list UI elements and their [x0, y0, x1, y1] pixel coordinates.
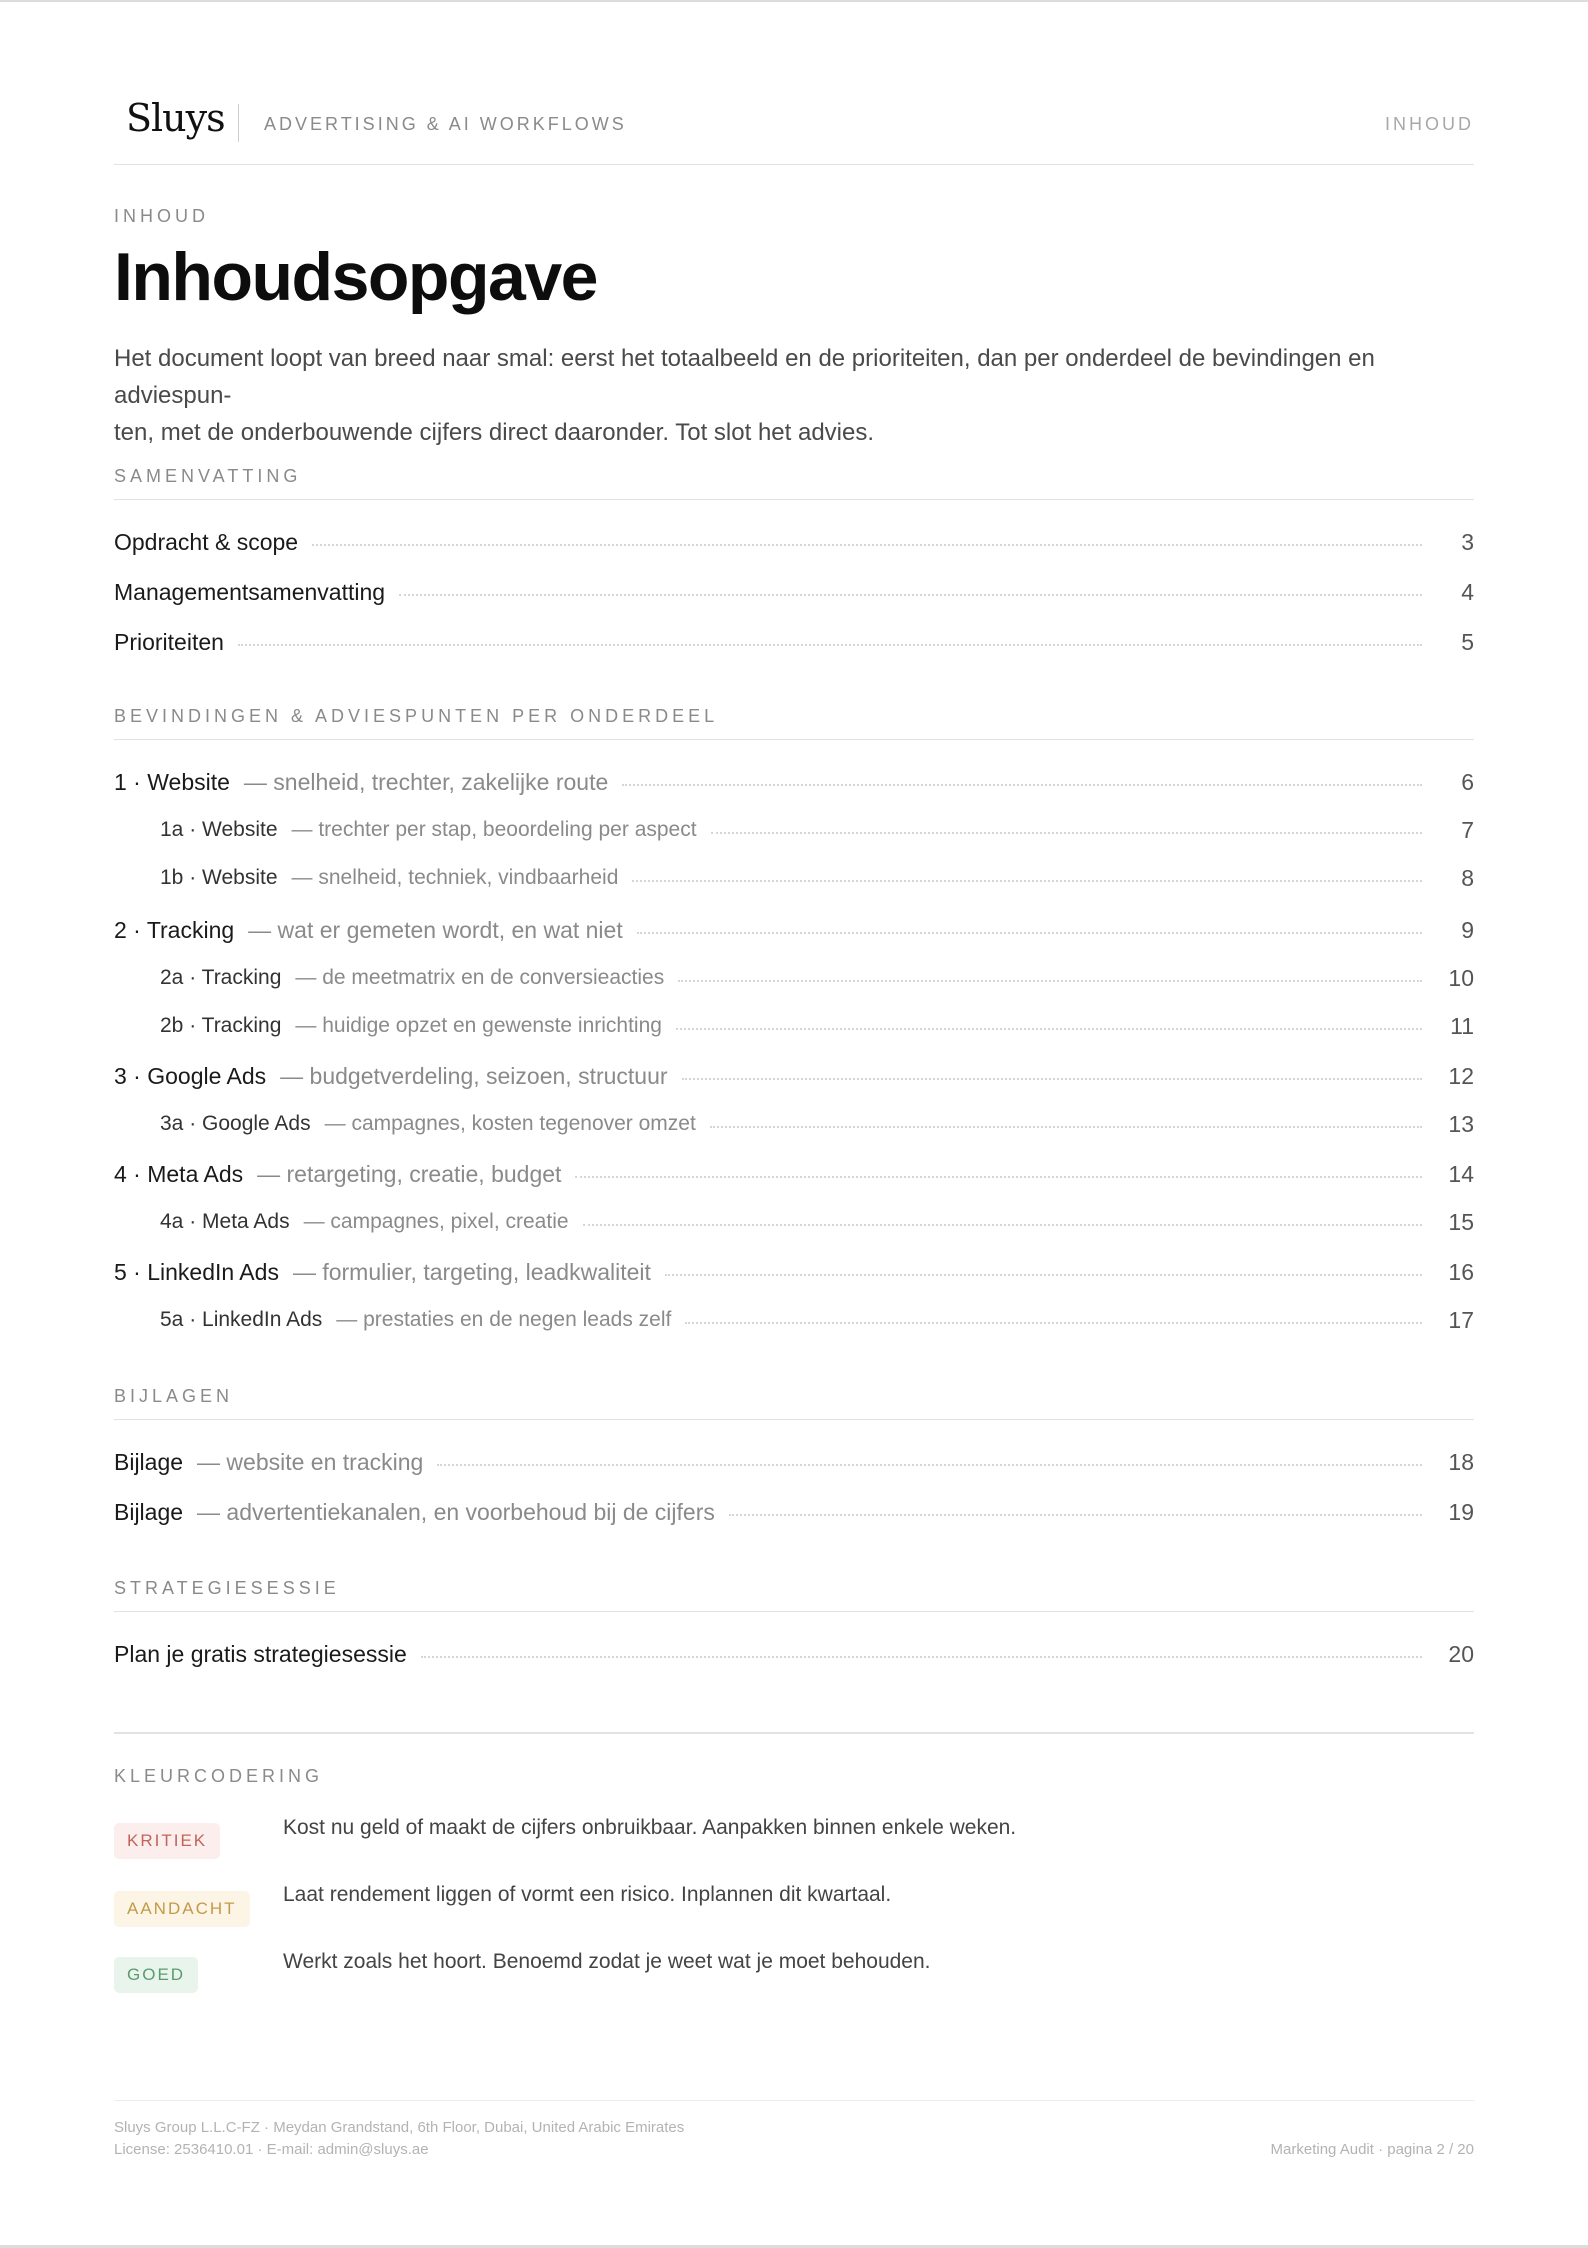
- page-header: [114, 88, 1474, 165]
- section-label-samenvatting: SAMENVATTING: [114, 466, 1474, 500]
- toc-entry[interactable]: [114, 1634, 1474, 1674]
- toc-entry-description: — snelheid, trechter, zakelijke route: [243, 768, 609, 795]
- leader-dots: [575, 1175, 1422, 1178]
- toc-entry-page: 6: [1461, 768, 1474, 795]
- badge-aandacht: AANDACHT: [114, 1891, 250, 1927]
- toc-entry-title: 1a · Website: [160, 818, 278, 841]
- toc-entry-title: Bijlage: [114, 1498, 184, 1525]
- toc-entry-title: 3a · Google Ads: [160, 1112, 311, 1135]
- toc-entry-description: — formulier, targeting, leadkwaliteit: [292, 1258, 651, 1285]
- leader-dots: [682, 1077, 1422, 1080]
- leader-dots: [238, 643, 1422, 646]
- toc-subentry[interactable]: [114, 1300, 1474, 1340]
- toc-entry-page: 15: [1448, 1208, 1474, 1235]
- leader-dots: [637, 931, 1422, 934]
- toc-entry[interactable]: [114, 522, 1474, 562]
- toc-entry-page: 5: [1461, 628, 1474, 655]
- toc-entry-page: 3: [1461, 528, 1474, 555]
- toc-entry[interactable]: [114, 1442, 1474, 1482]
- toc-subentry[interactable]: [114, 810, 1474, 850]
- toc-entry-title: Plan je gratis strategiesessie: [114, 1640, 407, 1667]
- toc-entry-description: — campagnes, kosten tegenover omzet: [324, 1112, 696, 1135]
- leader-dots: [583, 1223, 1422, 1226]
- footer-divider: [114, 2100, 1474, 2101]
- toc-entry-page: 9: [1461, 916, 1474, 943]
- leader-dots: [632, 879, 1422, 882]
- toc-entry-page: 17: [1448, 1306, 1474, 1333]
- toc-entry-description: — wat er gemeten wordt, en wat niet: [248, 916, 623, 943]
- toc-entry-description: — snelheid, techniek, vindbaarheid: [291, 866, 619, 889]
- toc-entry[interactable]: [114, 622, 1474, 662]
- toc-subentry[interactable]: [114, 858, 1474, 898]
- leader-dots: [685, 1321, 1422, 1324]
- legend-text: Laat rendement liggen of vormt een risico. Inplannen dit kwartaal.: [283, 1883, 892, 1906]
- toc-entry-title: Prioriteiten: [114, 628, 224, 655]
- leader-dots: [399, 593, 1422, 596]
- legend-text: Werkt zoals het hoort. Benoemd zodat je weet wat je moet behouden.: [283, 1950, 931, 1973]
- header-tagline: ADVERTISING & AI WORKFLOWS: [264, 114, 627, 134]
- toc-subentry[interactable]: [114, 1202, 1474, 1242]
- toc-subentry[interactable]: [114, 958, 1474, 998]
- footer-license: License: 2536410.01 · E-mail: admin@sluys.ae: [114, 2141, 429, 2158]
- leader-dots: [676, 1027, 1422, 1030]
- toc-entry-page: 7: [1461, 816, 1474, 843]
- toc-entry-description: — budgetverdeling, seizoen, structuur: [280, 1062, 668, 1089]
- toc-entry-page: 14: [1448, 1160, 1474, 1187]
- leader-dots: [678, 979, 1422, 982]
- section-label-strategiesessie: STRATEGIESESSIE: [114, 1578, 1474, 1612]
- toc-entry-title: 4a · Meta Ads: [160, 1210, 290, 1233]
- toc-entry[interactable]: [114, 1056, 1474, 1096]
- legend-text: Kost nu geld of maakt de cijfers onbruikbaar. Aanpakken binnen enkele weken.: [283, 1816, 1017, 1839]
- toc-entry-page: 10: [1448, 964, 1474, 991]
- toc-entry-description: — trechter per stap, beoordeling per aspect: [291, 818, 697, 841]
- toc-entry-page: 4: [1461, 578, 1474, 605]
- leader-dots: [437, 1463, 1422, 1466]
- logo: Sluys: [126, 96, 225, 140]
- toc-entry-title: 5a · LinkedIn Ads: [160, 1308, 323, 1331]
- toc-entry-description: — website en tracking: [197, 1448, 424, 1475]
- toc-entry[interactable]: [114, 572, 1474, 612]
- footer-page-number: Marketing Audit · pagina 2 / 20: [1270, 2141, 1474, 2158]
- toc-entry-page: 19: [1448, 1498, 1474, 1525]
- leader-dots: [729, 1513, 1422, 1516]
- toc-entry[interactable]: [114, 910, 1474, 950]
- header-section-name: INHOUD: [1385, 114, 1474, 134]
- header-divider: [238, 104, 239, 142]
- toc-entry-title: Managementsamenvatting: [114, 578, 386, 605]
- toc-entry[interactable]: [114, 762, 1474, 802]
- section-label-bijlagen: BIJLAGEN: [114, 1386, 1474, 1420]
- toc-entry-page: 20: [1448, 1640, 1474, 1667]
- toc-entry-description: — campagnes, pixel, creatie: [303, 1210, 569, 1233]
- toc-entry-title: 1 · Website: [114, 768, 230, 795]
- badge-kritiek: KRITIEK: [114, 1823, 220, 1859]
- toc-entry[interactable]: [114, 1252, 1474, 1292]
- intro-paragraph: [114, 340, 1474, 451]
- toc-entry[interactable]: [114, 1492, 1474, 1532]
- toc-entry-title: 1b · Website: [160, 866, 278, 889]
- toc-entry-page: 12: [1448, 1062, 1474, 1089]
- intro-line: ten, met de onderbouwende cijfers direct daaronder. Tot slot het advies.: [114, 419, 875, 446]
- divider: [114, 1732, 1474, 1734]
- toc-entry-description: — de meetmatrix en de conversieacties: [295, 966, 665, 989]
- toc-entry-description: — retargeting, creatie, budget: [257, 1160, 562, 1187]
- page-title: Inhoudsopgave: [114, 239, 597, 315]
- eyebrow: INHOUD: [114, 206, 209, 226]
- toc-entry-page: 13: [1448, 1110, 1474, 1137]
- toc-entry-page: 16: [1448, 1258, 1474, 1285]
- toc-entry-description: — advertentiekanalen, en voorbehoud bij de cijfers: [197, 1498, 715, 1525]
- toc-entry-title: Bijlage: [114, 1448, 184, 1475]
- toc-subentry[interactable]: [114, 1104, 1474, 1144]
- toc-entry-title: 2b · Tracking: [160, 1014, 282, 1037]
- toc-entry-page: 18: [1448, 1448, 1474, 1475]
- leader-dots: [710, 1125, 1422, 1128]
- toc-entry-title: 2a · Tracking: [160, 966, 282, 989]
- toc-entry-title: 3 · Google Ads: [114, 1062, 267, 1089]
- toc-entry[interactable]: [114, 1154, 1474, 1194]
- toc-subentry[interactable]: [114, 1006, 1474, 1046]
- leader-dots: [622, 783, 1422, 786]
- leader-dots: [421, 1655, 1422, 1658]
- legend-label: KLEURCODERING: [114, 1766, 324, 1786]
- toc-entry-title: Opdracht & scope: [114, 528, 299, 555]
- toc-entry-description: — prestaties en de negen leads zelf: [336, 1308, 672, 1331]
- badge-goed: GOED: [114, 1957, 198, 1993]
- leader-dots: [665, 1273, 1422, 1276]
- toc-entry-page: 8: [1461, 864, 1474, 891]
- page: [114, 0, 1474, 2248]
- toc-entry-description: — huidige opzet en gewenste inrichting: [295, 1014, 662, 1037]
- intro-line: Het document loopt van breed naar smal: eerst het totaalbeeld en de prioriteiten, dan per onderdeel de bevindingen en adviespun-: [114, 345, 1375, 409]
- toc-entry-title: 4 · Meta Ads: [114, 1160, 244, 1187]
- section-label-bevindingen: BEVINDINGEN & ADVIESPUNTEN PER ONDERDEEL: [114, 706, 1474, 740]
- footer-address: Sluys Group L.L.C-FZ · Meydan Grandstand, 6th Floor, Dubai, United Arabic Emirates: [114, 2119, 685, 2136]
- leader-dots: [312, 543, 1422, 546]
- toc-entry-title: 5 · LinkedIn Ads: [114, 1258, 279, 1285]
- leader-dots: [711, 831, 1422, 834]
- toc-entry-page: 11: [1450, 1012, 1474, 1039]
- toc-entry-title: 2 · Tracking: [114, 916, 235, 943]
